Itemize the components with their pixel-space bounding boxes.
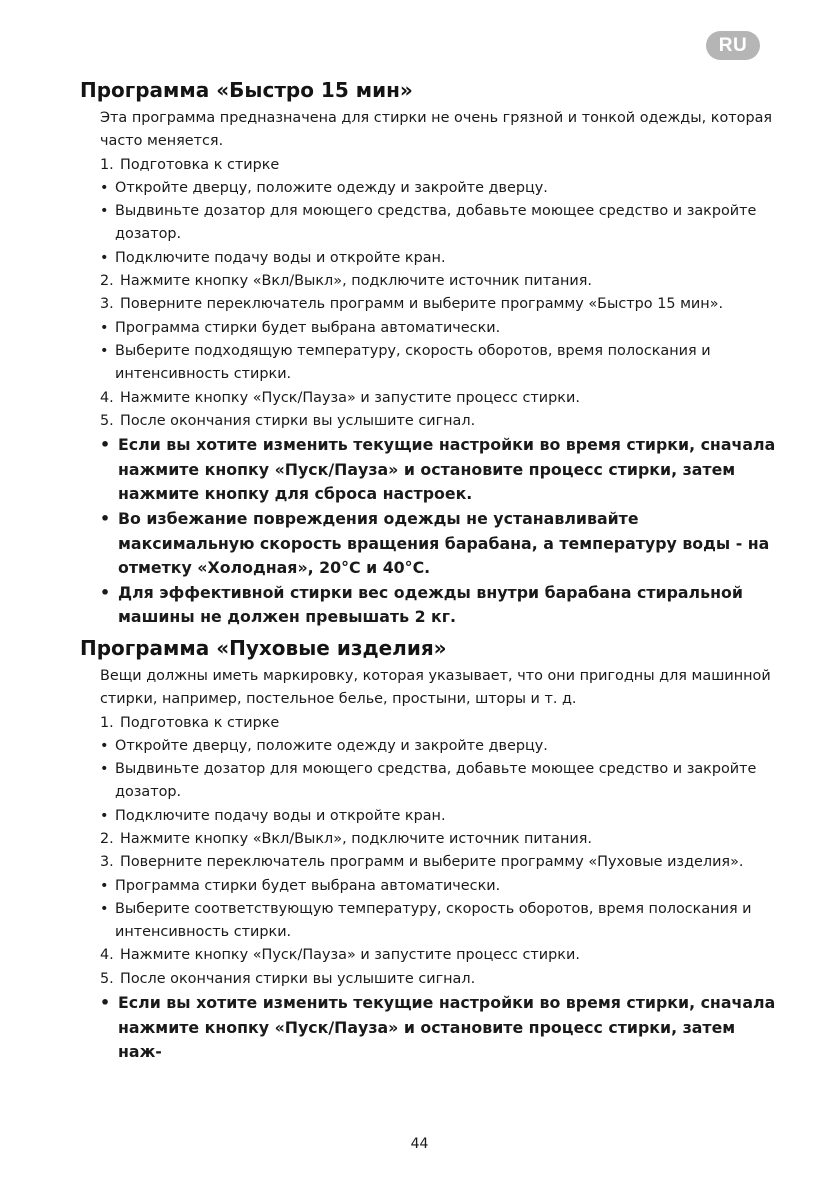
section-title-down-items: Программа «Пуховые изделия» bbox=[80, 635, 447, 660]
warning-item bbox=[100, 507, 780, 581]
list-item-text: Подготовка к стирке bbox=[120, 156, 280, 173]
list-item-text: Откройте дверцу, положите одежду и закройте дверцу. bbox=[115, 179, 548, 196]
list-marker: 3. bbox=[100, 296, 114, 313]
section-body-down-items bbox=[80, 665, 780, 1065]
list-item bbox=[100, 293, 780, 316]
list-item bbox=[100, 805, 780, 828]
instruction-list bbox=[100, 712, 780, 1065]
list-item-text: Поверните переключатель программ и выберите программу «Пуховые изделия». bbox=[120, 854, 744, 871]
list-item-text: После окончания стирки вы услышите сигнал. bbox=[120, 970, 476, 987]
list-item bbox=[100, 247, 780, 270]
list-marker: 2. bbox=[100, 273, 114, 290]
list-item bbox=[100, 735, 780, 758]
list-item-text: Откройте дверцу, положите одежду и закройте дверцу. bbox=[115, 737, 548, 754]
warning-text: Для эффективной стирки вес одежды внутри барабана стиральной машины не должен превышать 2 кг. bbox=[118, 582, 743, 627]
list-item bbox=[100, 828, 780, 851]
bullet-marker: • bbox=[100, 737, 109, 754]
list-item bbox=[100, 200, 780, 247]
bullet-marker: • bbox=[100, 203, 109, 220]
list-item bbox=[100, 410, 780, 433]
list-item-text: Нажмите кнопку «Пуск/Пауза» и запустите процесс стирки. bbox=[120, 947, 580, 964]
list-item-text: Выберите соответствующую температуру, скорость оборотов, время полоскания и интенсивность стирки. bbox=[115, 900, 752, 941]
warning-text: Если вы хотите изменить текущие настройки во время стирки, сначала нажмите кнопку «Пуск/Пауза» и остановите процесс стирки, затем наж- bbox=[118, 993, 776, 1062]
bullet-marker: • bbox=[100, 179, 109, 196]
list-marker: 4. bbox=[100, 389, 114, 406]
list-item-text: Нажмите кнопку «Пуск/Пауза» и запустите процесс стирки. bbox=[120, 389, 580, 406]
language-badge: RU bbox=[706, 31, 760, 60]
list-item bbox=[100, 944, 780, 967]
list-item bbox=[100, 712, 780, 735]
list-item-text: Подключите подачу воды и откройте кран. bbox=[115, 249, 446, 266]
bullet-marker: • bbox=[100, 319, 109, 336]
list-item bbox=[100, 270, 780, 293]
list-item bbox=[100, 154, 780, 177]
warning-item bbox=[100, 433, 780, 507]
list-item bbox=[100, 340, 780, 387]
list-item bbox=[100, 387, 780, 410]
list-item bbox=[100, 968, 780, 991]
list-item bbox=[100, 851, 780, 874]
bullet-marker: • bbox=[100, 508, 111, 528]
bullet-marker: • bbox=[100, 249, 109, 266]
list-item-text: Выдвиньте дозатор для моющего средства, добавьте моющее средство и закройте дозатор. bbox=[115, 203, 757, 243]
bullet-marker: • bbox=[100, 900, 109, 917]
bullet-marker: • bbox=[100, 993, 111, 1013]
list-item-text: Подключите подачу воды и откройте кран. bbox=[115, 807, 446, 824]
list-marker: 3. bbox=[100, 854, 114, 871]
warning-item bbox=[100, 991, 780, 1065]
section-body-quick-15 bbox=[80, 107, 780, 630]
list-item-text: Программа стирки будет выбрана автоматически. bbox=[115, 319, 501, 336]
list-marker: 1. bbox=[100, 156, 114, 173]
list-item-text: Программа стирки будет выбрана автоматически. bbox=[115, 877, 501, 894]
list-item-text: После окончания стирки вы услышите сигнал. bbox=[120, 412, 476, 429]
list-item-text: Нажмите кнопку «Вкл/Выкл», подключите источник питания. bbox=[120, 830, 592, 847]
list-item-text: Поверните переключатель программ и выберите программу «Быстро 15 мин». bbox=[120, 296, 724, 313]
list-item-text: Подготовка к стирке bbox=[120, 714, 280, 731]
bullet-marker: • bbox=[100, 877, 109, 894]
list-item-text: Выдвиньте дозатор для моющего средства, добавьте моющее средство и закройте дозатор. bbox=[115, 761, 757, 801]
list-item bbox=[100, 875, 780, 898]
page-number: 44 bbox=[410, 1136, 429, 1152]
bullet-marker: • bbox=[100, 435, 111, 455]
warning-text: Во избежание повреждения одежды не устанавливайте максимальную скорость вращения барабана, а температуру воды - на отметку «Холодная», 20°C и 40°C. bbox=[118, 508, 770, 578]
bullet-marker: • bbox=[100, 807, 109, 824]
list-item bbox=[100, 317, 780, 340]
page-content bbox=[80, 76, 780, 1065]
bullet-marker: • bbox=[100, 761, 109, 778]
warning-item bbox=[100, 581, 780, 630]
list-marker: 4. bbox=[100, 947, 114, 964]
list-item bbox=[100, 177, 780, 200]
list-item bbox=[100, 758, 780, 805]
bullet-marker: • bbox=[100, 342, 109, 359]
warning-text: Если вы хотите изменить текущие настройки во время стирки, сначала нажмите кнопку «Пуск/Пауза» и остановите процесс стирки, затем нажмите кнопку для сброса настроек. bbox=[118, 435, 776, 504]
section-intro: Эта программа предназначена для стирки не очень грязной и тонкой одежды, которая часто меняется. bbox=[100, 110, 773, 150]
section-title-quick-15: Программа «Быстро 15 мин» bbox=[80, 78, 413, 102]
list-item-text: Нажмите кнопку «Вкл/Выкл», подключите источник питания. bbox=[120, 273, 592, 290]
list-item bbox=[100, 898, 780, 945]
list-marker: 5. bbox=[100, 412, 114, 429]
list-marker: 5. bbox=[100, 970, 114, 987]
section-intro: Вещи должны иметь маркировку, которая указывает, что они пригодны для машинной стирки, например, постельное белье, простыни, шторы и т. д. bbox=[100, 667, 771, 708]
list-item-text: Выберите подходящую температуру, скорость оборотов, время полоскания и интенсивность стирки. bbox=[115, 342, 711, 383]
bullet-marker: • bbox=[100, 582, 111, 602]
list-marker: 1. bbox=[100, 714, 114, 731]
instruction-list bbox=[100, 154, 780, 630]
list-marker: 2. bbox=[100, 830, 114, 847]
